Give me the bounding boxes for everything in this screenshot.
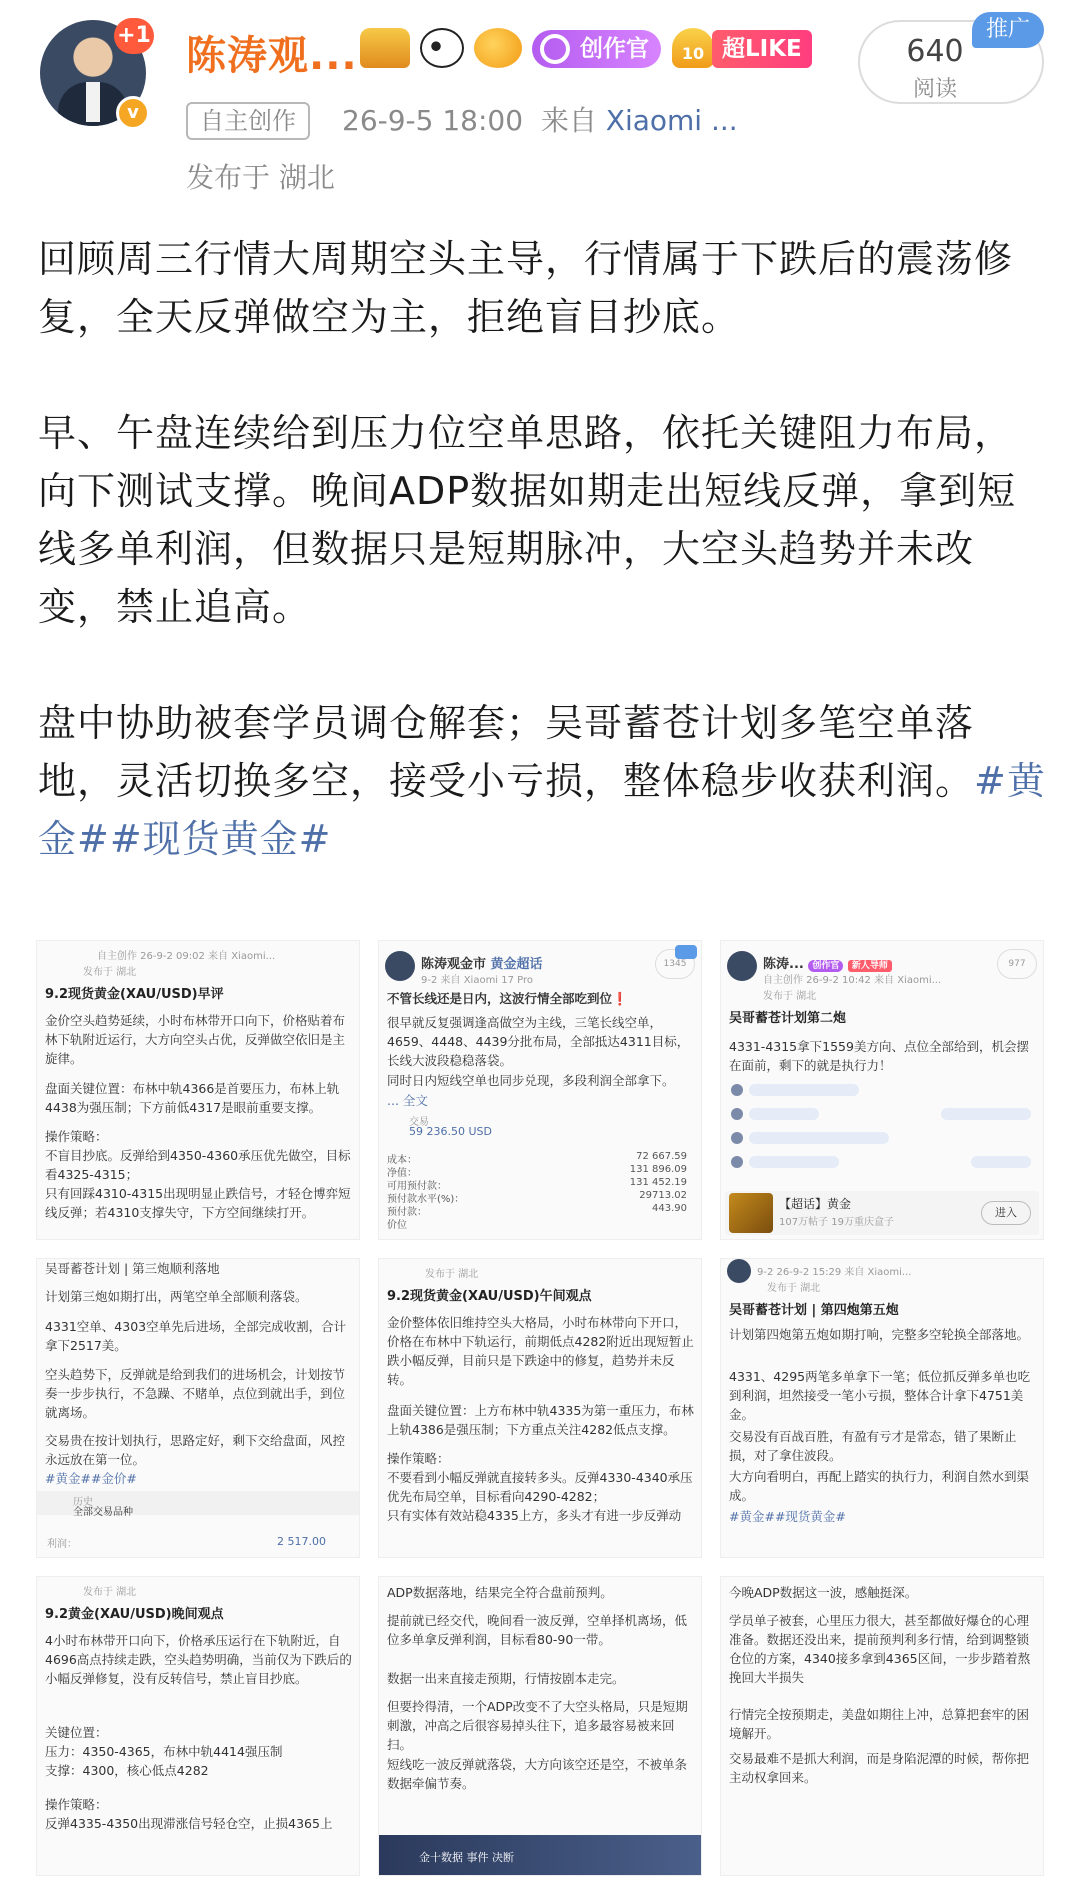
post-content xyxy=(38,230,1048,868)
thumb-meta: 9-2 26-9-2 15:29 来自 Xiaomi... xyxy=(757,1267,912,1278)
thumb-username: 陈涛... 创作官 新人导师 xyxy=(763,953,892,972)
image-thumb-1[interactable] xyxy=(36,940,360,1240)
thumb-promo-tag xyxy=(675,945,697,959)
super-like-badge[interactable]: 超LIKE xyxy=(712,30,812,68)
avatar-shirt xyxy=(86,82,100,122)
follow-plus-badge[interactable]: +1 xyxy=(114,18,154,54)
thumb-meta: 自主创作 26-9-2 09:02 来自 Xiaomi... xyxy=(97,951,276,962)
crown-icon[interactable] xyxy=(360,28,410,68)
thumb-text: 交易最难不是抓大利润，而是身陷泥潭的时候，帮你把主动权拿回来。 xyxy=(729,1751,1030,1785)
image-thumb-8[interactable] xyxy=(378,1576,702,1876)
chat-screenshot xyxy=(731,1081,1031,1201)
trade-table xyxy=(387,1151,687,1229)
thumb-text: 吴哥蓄苍计划 | 第三炮顺利落地 xyxy=(45,1261,220,1276)
post-paragraph: 早、午盘连续给到压力位空单思路，依托关键阻力布局，向下测试支撑。晚间ADP数据如期走出短线反弹，拿到短线多单利润，但数据只是短期脉冲，大空头趋势并未改变，禁止追高。 xyxy=(38,411,1017,629)
thumb-avatar xyxy=(727,1259,751,1283)
thumb-title: 9.2现货黄金(XAU/USD)午间观点 xyxy=(387,1289,592,1304)
thumb-hashtags: #黄金##金价# xyxy=(45,1471,137,1486)
thumb-title: 吴哥蓄苍计划 | 第四炮第五炮 xyxy=(729,1303,899,1318)
history-label: 历史 xyxy=(73,1497,93,1508)
thumb-location: 发布于 湖北 xyxy=(767,1283,821,1294)
thumb-text: 很早就反复强调逢高做空为主线，三笔长线空单，4659、4448、4439分批布局，全部抵达4311目标，长线大波段稳稳落袋。 xyxy=(387,1015,690,1068)
image-thumb-6[interactable] xyxy=(720,1258,1044,1558)
thumb-read-count: 1345 xyxy=(655,949,695,979)
table-row: 可用预付款： 131 452.19 xyxy=(387,1177,687,1192)
thumb-fulltext-link: ... 全文 xyxy=(387,1093,428,1108)
thumb-text: 短线吃一波反弹就落袋，大方向该空还是空，不被单条数据牵偏节奏。 xyxy=(387,1757,688,1791)
all-symbols-label: 全部交易品种 xyxy=(73,1507,133,1518)
thumb-location: 发布于 湖北 xyxy=(763,991,817,1002)
panda-icon[interactable] xyxy=(420,28,464,68)
thumb-text: 4小时布林带开口向下，价格承压运行在下轨附近，自4696高点持续走跌，空头趋势明确，当前仅为下跌后的小幅反弹修复，没有反转信号，禁止盲目抄底。 xyxy=(45,1633,352,1686)
post-meta xyxy=(342,102,738,140)
thumb-text: 行情完全按预期走，美盘如期往上冲，总算把套牢的困境解开。 xyxy=(729,1707,1030,1741)
thumb-text: 学员单子被套，心里压力很大，甚至都做好爆仓的心理准备。数据还没出来，提前预判利多行情，给到调整锁仓位的方案，4340接多拿到4365区间，一步步踏着熬挽回大半损失 xyxy=(729,1613,1031,1685)
creator-badge[interactable] xyxy=(532,30,661,68)
thumb-text: 只有实体有效站稳4335上方，多头才有进一步反弹动 xyxy=(387,1508,682,1523)
read-count: 640 xyxy=(906,34,964,69)
thumb-text: 金价整体依旧维持空头大格局，小时布林带向下开口，价格在布林中下轨运行，前期低点4282附近出现短暂止跌小幅反弹，目前只是下跌途中的修复，趋势并未反转。 xyxy=(387,1315,694,1387)
source-tag: 自主创作 xyxy=(186,102,310,140)
thumb-text: 4331、4295两笔多单拿下一笔；低位抓反弹多单也吃到利润，坦然接受一笔小亏损，整体合计拿下4751美金。 xyxy=(729,1369,1031,1422)
post-location: 发布于 湖北 xyxy=(186,161,335,194)
thumb-text: 计划第三炮如期打出，两笔空单全部顺利落袋。 xyxy=(45,1289,308,1304)
news-app-label: 金十数据 事件 决断 xyxy=(419,1851,514,1864)
thumb-text: 反弹4335-4350出现滞涨信号轻仓空，止损4365上 xyxy=(45,1816,333,1831)
verified-badge-icon: v xyxy=(116,96,150,130)
thumb-text: 支撑：4300，核心低点4282 xyxy=(45,1763,209,1778)
image-thumb-2[interactable] xyxy=(378,940,702,1240)
thumb-text: 4331空单、4303空单先后进场，全部完成收割，合计拿下2517美。 xyxy=(45,1319,347,1353)
table-row: 预付款水平(%)： 29713.02 xyxy=(387,1190,687,1205)
table-row: 成本： 72 667.59 xyxy=(387,1151,687,1166)
thumb-text: 4331-4315拿下1559美方向、点位全部给到，机会摆在面前，剩下的就是执行力！ xyxy=(729,1039,1029,1073)
super-topic-stats: 107万帖子 19万重庆盒子 xyxy=(779,1217,894,1228)
thumb-meta: 9-2 来自 Xiaomi 17 Pro xyxy=(421,975,534,986)
image-thumb-3[interactable] xyxy=(720,940,1044,1240)
post-paragraph-text: 盘中协助被套学员调仓解套；吴哥蓄苍计划多笔空单落地，灵活切换多空，接受小亏损，整体稳步收获利润。 xyxy=(38,701,975,803)
thumb-text: 同时日内短线空单也同步兑现，多段利润全部拿下。 xyxy=(387,1073,675,1088)
post-time: 26-9-5 18:00 xyxy=(342,104,524,137)
thumb-text: 今晚ADP数据这一波，感触挺深。 xyxy=(729,1585,918,1600)
table-row: 预付款： 443.90 xyxy=(387,1203,687,1218)
super-topic-card[interactable] xyxy=(725,1191,1039,1235)
thumb-super-topic: 黄金超话 xyxy=(490,957,543,972)
device-link[interactable]: Xiaomi ... xyxy=(605,104,738,137)
thumb-avatar xyxy=(385,951,415,981)
username[interactable]: 陈涛观... xyxy=(186,33,358,79)
thumb-text: 但要拎得清，一个ADP改变不了大空头格局，只是短期刺激，冲高之后很容易掉头往下，追多最容易被来回扫。 xyxy=(387,1699,688,1752)
fish-icon[interactable] xyxy=(474,28,522,68)
level-10-icon[interactable]: 10 xyxy=(672,28,714,68)
thumb-text: 大方向看明白，再配上踏实的执行力，利润自然水到渠成。 xyxy=(729,1469,1030,1503)
thumb-location: 发布于 湖北 xyxy=(83,1587,137,1598)
thumb-text: 操作策略： xyxy=(45,1129,108,1144)
image-thumb-7[interactable] xyxy=(36,1576,360,1876)
post-paragraph xyxy=(38,694,1048,868)
enter-button[interactable]: 进入 xyxy=(981,1201,1031,1225)
trade-value: 59 236.50 USD xyxy=(409,1125,492,1138)
thumb-avatar xyxy=(727,951,757,981)
thumb-title: 9.2现货黄金(XAU/USD)早评 xyxy=(45,987,224,1002)
thumb-text: 交易没有百战百胜，有盈有亏才是常态，错了果断止损，对了拿住波段。 xyxy=(729,1429,1017,1463)
thumb-text: 不管长线还是日内，这波行情全部吃到位❗ xyxy=(387,991,628,1006)
thumb-text: 交易贵在按计划执行，思路定好，剩下交给盘面，风控永远放在第一位。 xyxy=(45,1433,346,1467)
thumb-meta: 自主创作 26-9-2 10:42 来自 Xiaomi... xyxy=(763,975,942,986)
thumb-text: 计划第四炮第五炮如期打响，完整多空轮换全部落地。 xyxy=(729,1327,1030,1342)
image-thumb-4[interactable] xyxy=(36,1258,360,1558)
thumb-text: 金价空头趋势延续，小时布林带开口向下，价格贴着布林下轨附近运行，大方向空头占优，反弹做空依旧是主旋律。 xyxy=(45,1013,346,1066)
creator-badge-label: 创作官 xyxy=(580,36,649,62)
post-paragraph: 回顾周三行情大周期空头主导，行情属于下跌后的震荡修复，全天反弹做空为主，拒绝盲目抄底。 xyxy=(38,237,1014,339)
thumb-location: 发布于 湖北 xyxy=(83,967,137,978)
table-row: 价位 xyxy=(387,1220,407,1231)
creator-ring-icon xyxy=(540,34,570,64)
gold-bars-image xyxy=(729,1193,773,1233)
from-label: 来自 xyxy=(540,104,606,137)
thumb-text: 操作策略： xyxy=(387,1451,450,1466)
super-topic-title: 【超话】黄金 xyxy=(779,1197,852,1211)
image-grid xyxy=(36,940,1044,1878)
thumb-text: 提前就已经交代，晚间看一波反弹，空单择机离场，低位多单拿反弹利润，目标看80-90一带。 xyxy=(387,1613,688,1647)
promote-tag[interactable]: 推广 xyxy=(972,12,1044,48)
thumb-text: 不要看到小幅反弹就直接转多头。反弹4330-4340承压优先布局空单，目标看向4290-4282； xyxy=(387,1470,693,1504)
thumb-location: 发布于 湖北 xyxy=(425,1269,479,1280)
image-thumb-5[interactable] xyxy=(378,1258,702,1558)
thumb-read-count: 977 xyxy=(997,949,1037,979)
thumb-text: 不盲目抄底。反弹给到4350-4360承压优先做空，目标看4325-4315； xyxy=(45,1148,351,1182)
thumb-text: 操作策略： xyxy=(45,1797,108,1812)
hashtag-link[interactable]: #黄金##现货黄金# xyxy=(38,759,1046,861)
thumb-text: 数据一出来直接走预期，行情按剧本走完。 xyxy=(387,1671,625,1686)
profit-value: 2 517.00 xyxy=(277,1535,326,1548)
table-row: 净值： 131 896.09 xyxy=(387,1164,687,1179)
thumb-text: 只有回踩4310-4315出现明显止跌信号，才轻仓博弈短线反弹；若4310支撑失守，下方空间继续打开。 xyxy=(45,1186,351,1220)
thumb-text: 空头趋势下，反弹就是给到我们的进场机会，计划按节奏一步步执行，不急躁、不赌单，点位到就出手，到位就离场。 xyxy=(45,1367,346,1420)
profit-label: 利润： xyxy=(47,1539,77,1550)
thumb-text: 压力：4350-4365，布林中轨4414强压制 xyxy=(45,1744,283,1759)
post-header xyxy=(0,0,1080,215)
thumb-hashtags: #黄金##现货黄金# xyxy=(729,1509,846,1524)
read-label: 阅读 xyxy=(912,77,957,102)
image-thumb-9[interactable] xyxy=(720,1576,1044,1876)
thumb-text: 盘面关键位置：上方布林中轨4335为第一重压力，布林上轨4386是强压制；下方重点关注4282低点支撑。 xyxy=(387,1403,694,1437)
thumb-title: 吴哥蓄苍计划第二炮 xyxy=(729,1011,847,1026)
trade-label: 交易 xyxy=(409,1117,429,1128)
thumb-text: 关键位置： xyxy=(45,1725,108,1740)
thumb-text: ADP数据落地，结果完全符合盘前预判。 xyxy=(387,1585,613,1600)
thumb-text: 盘面关键位置：布林中轨4366是首要压力，布林上轨4438为强压制；下方前低4317是眼前重要支撑。 xyxy=(45,1081,340,1115)
thumb-username: 陈涛观金市 黄金超话 xyxy=(421,957,543,972)
thumb-title: 9.2黄金(XAU/USD)晚间观点 xyxy=(45,1607,224,1622)
